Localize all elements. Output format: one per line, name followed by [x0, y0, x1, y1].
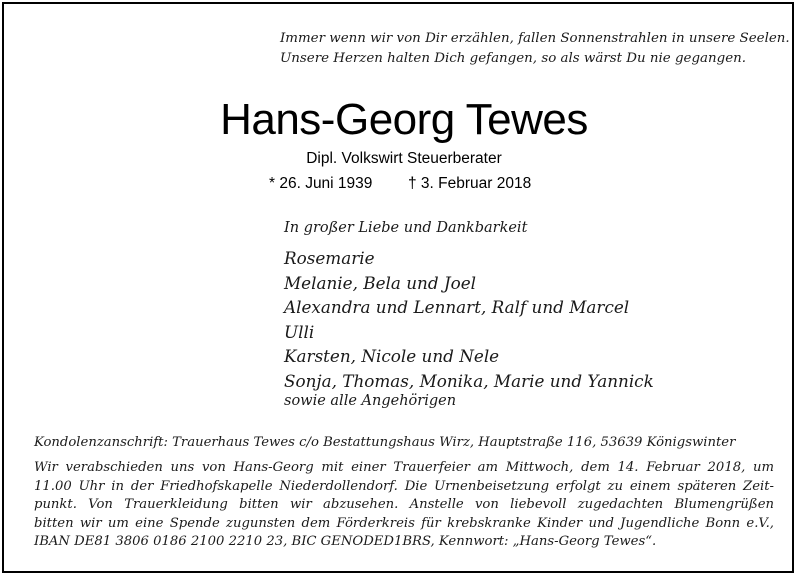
relatives-line: sowie alle Angehörigen: [284, 393, 457, 409]
mourning-intro: In großer Liebe und Dankbarkeit: [284, 220, 528, 236]
funeral-notice: [34, 459, 774, 552]
mourner-name: Karsten, Nicole und Nele: [284, 346, 500, 367]
mourner-list: [284, 246, 654, 394]
birth-date: * 26. Juni 1939: [269, 175, 373, 192]
notice-line: punkt. Von Trauerkleidung bitten wir abzusehen. Anstelle von liebevoll zugedachten Blumengrüßen: [34, 497, 774, 513]
poem-line: Unsere Herzen halten Dich gefangen, so als wärst Du nie gegangen.: [280, 51, 747, 66]
mourner-name: Melanie, Bela und Joel: [284, 272, 477, 293]
death-date: † 3. Februar 2018: [408, 175, 532, 192]
poem-line: Immer wenn wir von Dir erzählen, fallen Sonnenstrahlen in unsere Seelen.: [280, 31, 790, 46]
mourner-name: Alexandra und Lennart, Ralf und Marcel: [284, 297, 630, 318]
notice-line: Wir verabschieden uns von Hans-Georg mit einer Trauerfeier am Mittwoch, dem 14. Februar 2018, um: [34, 460, 774, 475]
notice-line: 11.00 Uhr in der Friedhofskapelle Niederdollendorf. Die Urnenbeisetzung erfolgt zu einem späteren Zeit-: [34, 478, 774, 494]
mourner-name: Rosemarie: [284, 248, 375, 268]
deceased-name: Hans-Georg Tewes: [220, 95, 588, 144]
mourner-name: Sonja, Thomas, Monika, Marie und Yannick: [284, 370, 654, 391]
deceased-title: Dipl. Volkswirt Steuerberater: [306, 150, 502, 167]
obituary-frame: [2, 2, 794, 573]
poem-verse: [280, 29, 790, 69]
notice-line: bitten wir um eine Spende zugunsten dem Förderkreis für krebskranke Kinder und Jugendliche Bonn e.V.,: [34, 515, 774, 531]
notice-line: IBAN DE81 3806 0186 2100 2210 23, BIC GENODED1BRS, Kennwort: „Hans-Georg Tewes“.: [34, 534, 657, 550]
mourner-name: Ulli: [284, 321, 315, 342]
condolence-address: Kondolenzanschrift: Trauerhaus Tewes c/o Bestattungshaus Wirz, Hauptstraße 116, 53639 Königswinter: [34, 435, 736, 450]
